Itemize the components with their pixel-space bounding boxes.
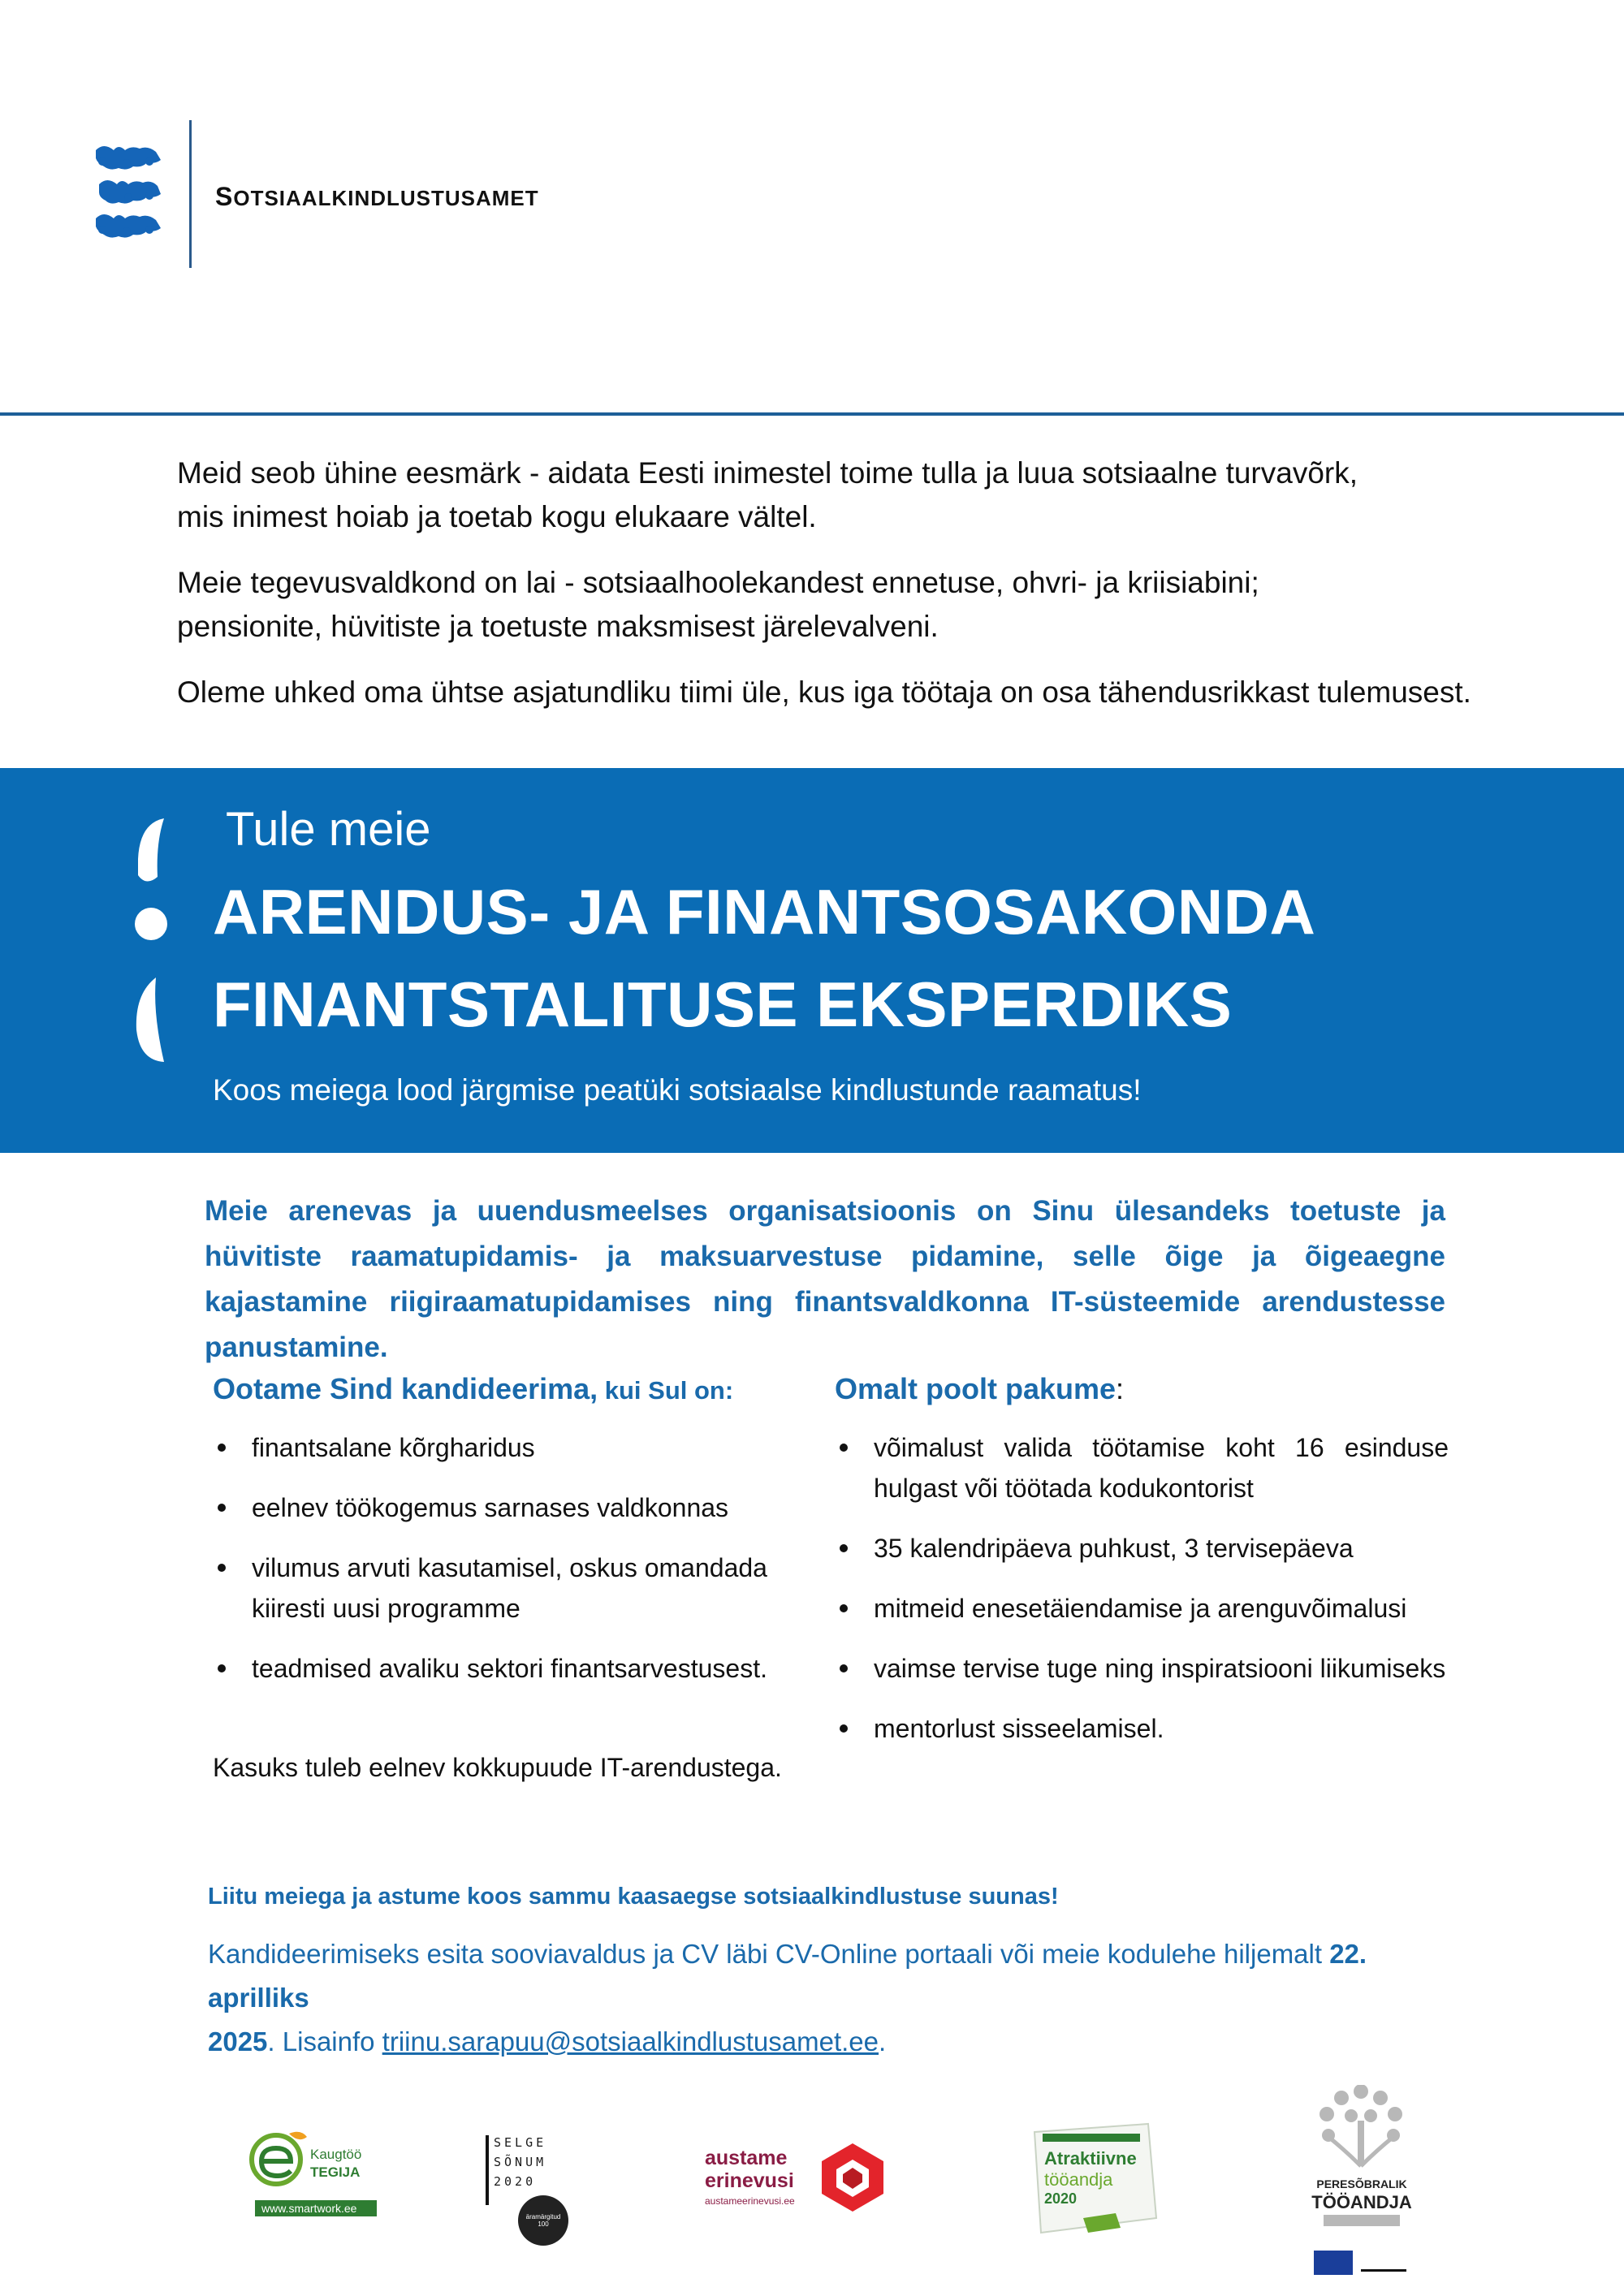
banner-subtitle: Koos meiega lood järgmise peatüki sotsiaalse kindlustunde raamatus! <box>213 1073 1142 1107</box>
list-item: eelnev töökogemus sarnases valdkonnas <box>213 1487 814 1528</box>
bullet-icon <box>840 1444 848 1452</box>
bullet-icon <box>218 1664 226 1672</box>
bullet-icon <box>840 1544 848 1552</box>
list-item: teadmised avaliku sektori finantsarvestusest. <box>213 1648 814 1689</box>
list-item: vilumus arvuti kasutamisel, oskus omandada kiiresti uusi programme <box>213 1547 814 1629</box>
bullet-icon <box>218 1564 226 1572</box>
estonian-coat-of-arms-logo <box>91 142 166 248</box>
job-title-banner <box>0 768 1624 1153</box>
offer-list <box>835 1427 1449 1749</box>
selge-sonum-logo <box>486 2135 575 2249</box>
intro-text <box>177 451 1557 736</box>
peresobralik-line1: PERESÕBRALIK <box>1316 2177 1407 2190</box>
intro-paragraph-2: Meie tegevusvaldkond on lai - sotsiaalhoolekandest ennetuse, ohvri- ja kriisiabini; pensionite, hüvitiste ja toetuste maksmisest järelevalveni. <box>177 566 1259 643</box>
peresobralik-tooandja-logo <box>1309 2085 1415 2280</box>
contact-email-link[interactable]: triinu.sarapuu@sotsiaalkindlustusamet.ee <box>382 2026 879 2056</box>
offer-column <box>835 1372 1449 1768</box>
list-item: 35 kalendripäeva puhkust, 3 tervisepäeva <box>835 1528 1449 1569</box>
austame-line2: erinevusi <box>705 2169 794 2192</box>
deadline-year: 2025 <box>208 2026 268 2056</box>
selge-line1: SELGE <box>494 2135 547 2150</box>
bullet-icon <box>840 1604 848 1612</box>
list-item: mitmeid enesetäiendamise ja arenguvõimalusi <box>835 1588 1449 1629</box>
family-tree-icon <box>1309 2085 1415 2174</box>
selge-line2: SÕNUM <box>494 2155 547 2169</box>
eu-fund-mark-icon <box>1361 2255 1406 2272</box>
offer-heading: Omalt poolt pakume: <box>835 1372 1125 1405</box>
selge-badge-text: äramärgitud 100 <box>525 2213 561 2228</box>
kaugtoo-tegija-logo <box>240 2129 378 2220</box>
list-item: mentorlust sisseelamisel. <box>835 1708 1449 1749</box>
austame-url: austameerinevusi.ee <box>705 2195 795 2207</box>
kaugtoo-line2: TEGIJA <box>310 2164 361 2180</box>
selge-line3: 2020 <box>494 2174 537 2189</box>
requirements-heading: Ootame Sind kandideerima, kui Sul on: <box>213 1372 734 1405</box>
banner-title-line-1: ARENDUS- JA FINANTSOSAKONDA <box>213 876 1316 947</box>
bullet-icon <box>840 1664 848 1672</box>
atraktiivne-line1: Atraktiivne <box>1044 2148 1137 2169</box>
job-description-lead: Meie arenevas ja uuendusmeelses organisatsioonis on Sinu ülesandeks toetuste ja hüvitiste raamatupidamis- ja maksuarvestuse pidamine, selle õige ja õigeaegne kajastamine riigiraamatupidamises ning finantsvaldkonna IT-süsteemide arendustesse panustamine. <box>205 1195 1445 1363</box>
requirements-list <box>213 1427 814 1689</box>
org-name: SOTSIAALKINDLUSTUSAMET <box>215 182 539 211</box>
atraktiivne-line3: 2020 <box>1044 2190 1078 2207</box>
kaugtoo-line1: Kaugtöö <box>310 2147 362 2162</box>
requirements-note: Kasuks tuleb eelnev kokkupuude IT-arendustega. <box>213 1753 782 1782</box>
header-rule <box>0 412 1624 416</box>
bullet-icon <box>840 1724 848 1733</box>
eu-flag-icon <box>1314 2251 1353 2275</box>
logo-divider <box>189 120 192 268</box>
atraktiivne-line2: tööandja <box>1044 2169 1113 2190</box>
peresobralik-line2: TÖÖANDJA <box>1311 2192 1412 2212</box>
bullet-icon <box>218 1444 226 1452</box>
list-item: finantsalane kõrgharidus <box>213 1427 814 1468</box>
list-item: võimalust valida töötamise koht 16 esinduse hulgast või töötada kodukontorist <box>835 1427 1449 1508</box>
deadline-day: 22. aprilliks <box>208 1939 1367 2013</box>
list-item: vaimse tervise tuge ning inspiratsiooni liikumiseks <box>835 1648 1449 1689</box>
peresobralik-ribbon <box>1324 2215 1400 2226</box>
bullet-icon <box>218 1504 226 1512</box>
selge-bar <box>486 2135 489 2205</box>
austame-hexagon-icon <box>818 2142 887 2213</box>
austame-line1: austame <box>705 2147 788 2169</box>
closing-call-to-action: Liitu meiega ja astume koos sammu kaasaegse sotsiaalkindlustuse suunas! <box>208 1884 1059 1910</box>
banner-title-line-2: FINANTSTALITUSE EKSPERDIKS <box>213 969 1233 1040</box>
atraktiivne-tooandja-logo <box>1018 2122 1161 2236</box>
requirements-column <box>213 1372 814 1788</box>
quote-mark-decoration <box>128 818 167 1062</box>
kaugtoo-url: www.smartwork.ee <box>261 2202 357 2215</box>
intro-paragraph-1: Meid seob ühine eesmärk - aidata Eesti inimestel toime tulla ja luua sotsiaalne turvavõrk, mis inimest hoiab ja toetab kogu elukaare vältel. <box>177 456 1358 533</box>
banner-pre-title: Tule meie <box>226 803 431 856</box>
application-instructions: Kandideerimiseks esita sooviavaldus ja CV läbi CV-Online portaali või meie kodulehe hiljemalt 22. aprilliks 2025. Lisainfo triinu.sarapuu@sotsiaalkindlustusamet.ee. <box>208 1939 1367 2056</box>
banner-title <box>213 865 1315 1051</box>
austame-erinevusi-logo <box>705 2138 887 2218</box>
intro-paragraph-3: Oleme uhked oma ühtse asjatundliku tiimi üle, kus iga töötaja on osa tähendusrikkast tulemusest. <box>177 675 1471 709</box>
